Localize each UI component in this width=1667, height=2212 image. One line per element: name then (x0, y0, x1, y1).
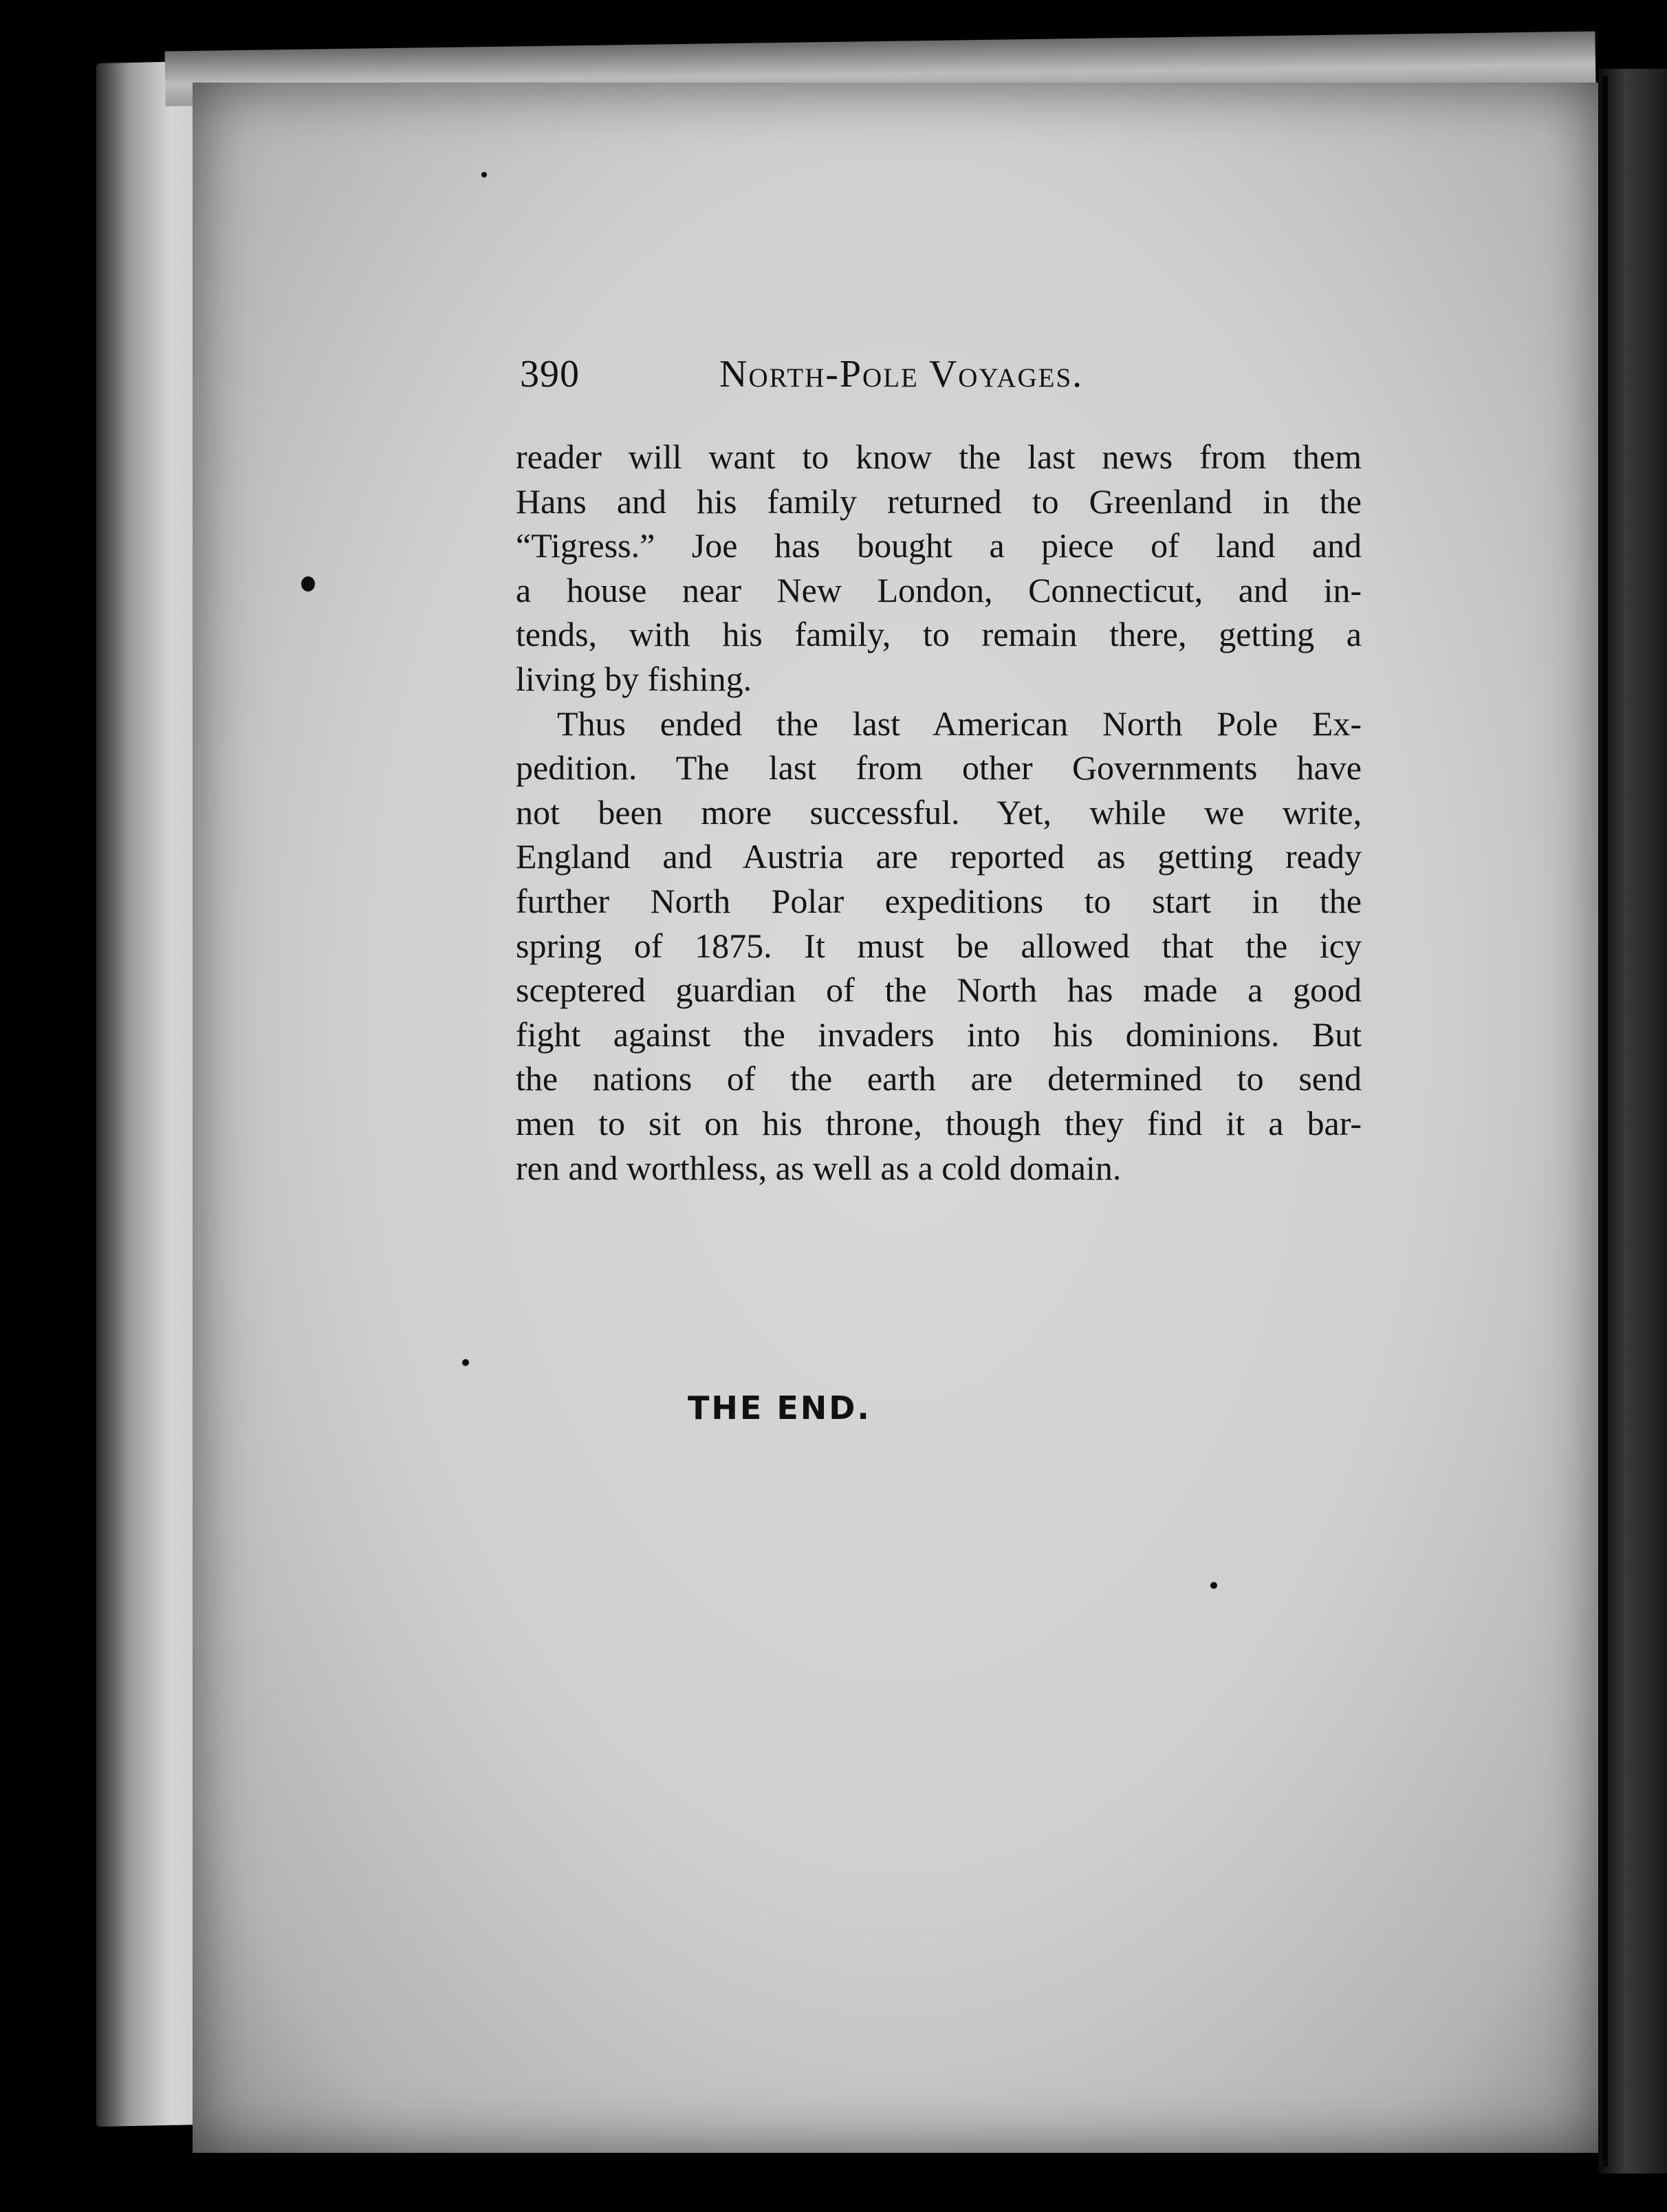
text-line: ren and worthless, as well as a cold domain. (516, 1148, 1122, 1187)
text-line: living by fishing. (516, 659, 752, 698)
running-head (520, 352, 1414, 407)
ink-speck (481, 172, 487, 177)
text-line: England and Austria are reported as getting ready (516, 837, 1362, 876)
text-line: not been more successful. Yet, while we write, (516, 792, 1362, 832)
text-line: “Tigress.” Joe has bought a piece of land and (516, 526, 1362, 565)
text-line: reader will want to know the last news from them (516, 437, 1362, 476)
text-line: men to sit on his throne, though they find it a bar- (516, 1103, 1362, 1142)
ink-speck (301, 576, 315, 592)
ink-speck (462, 1359, 469, 1366)
the-end: THE END. (688, 1389, 871, 1427)
text-line: further North Polar expeditions to start in the (516, 881, 1362, 920)
text-line: sceptered guardian of the North has made a good (516, 971, 1362, 1010)
page-number: 390 (520, 353, 580, 395)
text-line: a house near New London, Connecticut, and in- (516, 570, 1362, 609)
text-line: the nations of the earth are determined to send (516, 1059, 1362, 1098)
book-spine (1598, 69, 1667, 2173)
text-line: spring of 1875. It must be allowed that the icy (516, 926, 1362, 965)
ink-speck (1210, 1582, 1217, 1589)
text-line: Thus ended the last American North Pole Ex- (557, 704, 1362, 743)
text-line: pedition. The last from other Governments have (516, 748, 1362, 788)
body-text (516, 435, 1362, 1190)
text-line: tends, with his family, to remain there, getting a (516, 615, 1362, 654)
text-line: fight against the invaders into his dominions. But (516, 1015, 1362, 1054)
running-title: North-Pole Voyages. (719, 353, 1084, 395)
page-gutter-line (1602, 76, 1608, 2167)
text-line: Hans and his family returned to Greenland in the (516, 481, 1362, 521)
